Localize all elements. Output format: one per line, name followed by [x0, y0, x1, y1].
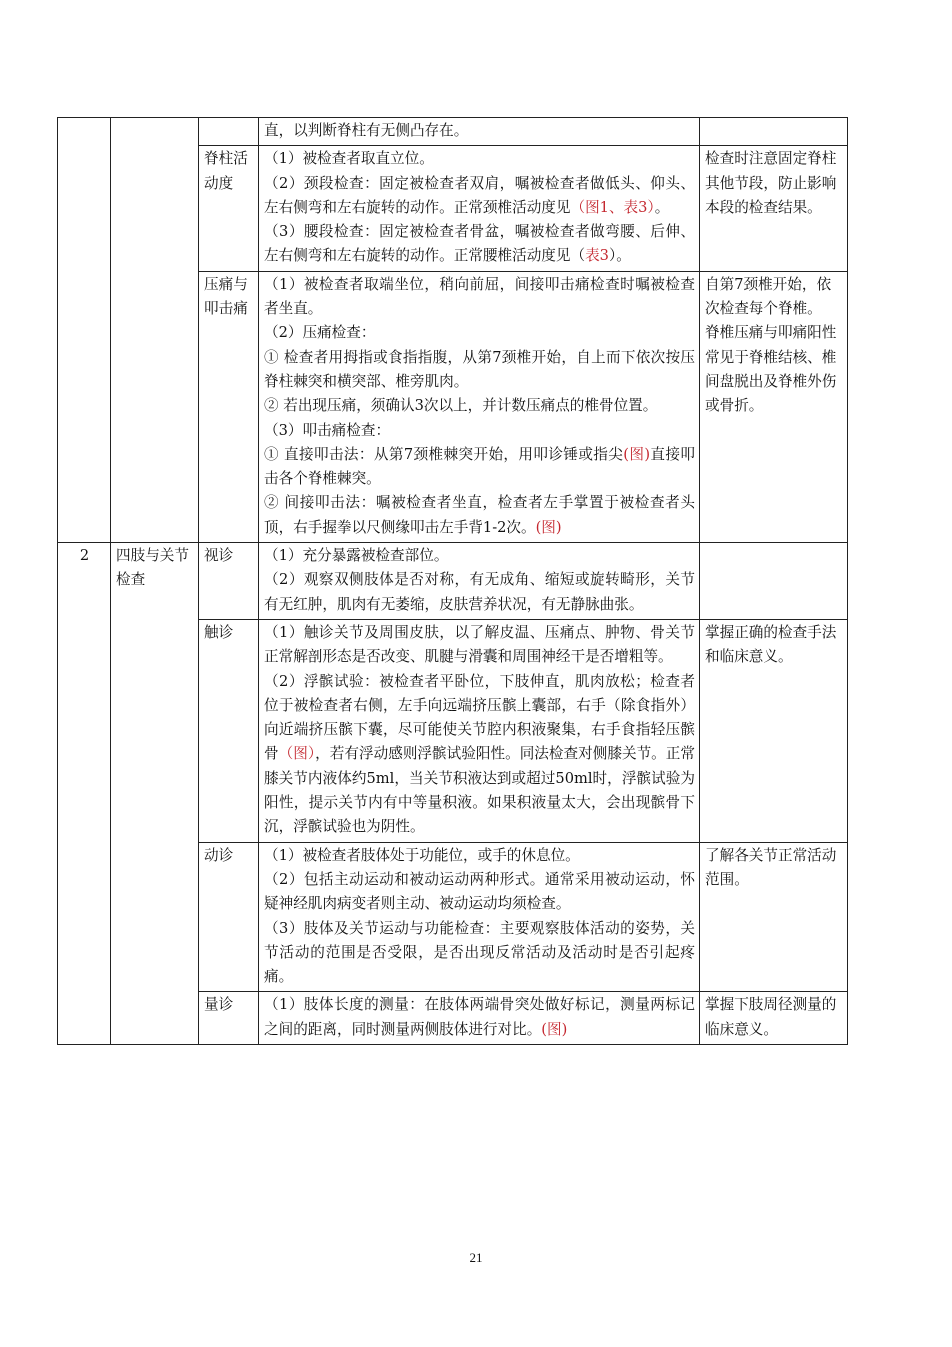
page-number: 21	[469, 1250, 483, 1265]
content-para: （2）包括主动运动和被动运动两种形式。通常采用被动运动，怀疑神经肌肉病变者则主动、被动运动均须检查。	[264, 870, 695, 913]
content-para	[264, 670, 695, 840]
item-cell	[199, 118, 259, 146]
table-row	[58, 543, 848, 620]
content-text: （3）腰段检查：固定被检查者骨盆，嘱被检查者做弯腰、后伸、左右侧弯和左右旋转的动作。正常腰椎活动度见（	[264, 223, 695, 265]
note-cell: 检查时注意固定脊柱其他节段，防止影响本段的检查结果。	[700, 146, 848, 271]
content-text: ）。	[608, 247, 631, 265]
content-text: ① 直接叩击法：从第7颈椎棘突开始，用叩诊锤或指尖	[264, 445, 624, 463]
content-para: ① 检查者用拇指或食指指腹，从第7颈椎开始，自上而下依次按压脊柱棘突和横突部、椎旁肌肉。	[264, 348, 695, 390]
content-para: ② 若出现压痛，须确认3次以上，并计数压痛点的椎骨位置。	[264, 397, 658, 415]
note-cell: 掌握下肢周径测量的临床意义。	[700, 992, 848, 1045]
note-cell	[700, 118, 848, 146]
content-text: ，若有浮动感则浮髌试验阳性。同法检查对侧膝关节。正常膝关节内液体约5ml，当关节积液达到或超过50ml时，浮髌试验为阳性，提示关节内有中等量积液。如果积液量太大，会出现髌骨下沉，浮髌试验也为阴性。	[264, 745, 695, 836]
content-para: （1）触诊关节及周围皮肤，以了解皮温、压痛点、肿物、骨关节正常解剖形态是否改变、肌腱与滑囊和周围神经干是否增粗等。	[264, 623, 695, 666]
content-text: （2）颈段检查：固定被检查者双肩，嘱被检查者做低头、仰头、左右侧弯和左右旋转的动作。正常颈椎活动度见	[264, 174, 695, 216]
category-cell: 四肢与关节检查	[111, 543, 199, 1045]
content-cell	[259, 842, 700, 992]
content-text: 。	[654, 198, 670, 216]
note-cell	[700, 543, 848, 620]
figure-reference[interactable]: (图)	[623, 445, 651, 463]
note-cell: 了解各关节正常活动范围。	[700, 842, 848, 992]
content-para: （3）肢体及关节运动与功能检查：主要观察肢体活动的姿势，关节活动的范围是否受限，是否出现反常活动及活动时是否引起疼痛。	[264, 919, 695, 986]
table-row	[58, 118, 848, 146]
table-reference[interactable]: 表3	[585, 247, 609, 265]
content-para	[264, 993, 695, 1042]
row-number-cell: 2	[58, 543, 111, 1045]
figure-reference[interactable]: （图1、表3）	[570, 198, 655, 216]
content-text: ② 间接叩击法：嘱被检查者坐直，检查者左手掌置于被检查者头顶，右手握拳以尺侧缘叩击左手背1-2次。	[264, 494, 695, 536]
item-cell: 动诊	[199, 842, 259, 992]
note-cell: 自第7颈椎开始，依次检查每个脊椎。 脊椎压痛与叩痛阳性常见于脊椎结核、椎间盘脱出及脊椎外伤或骨折。	[700, 271, 848, 542]
content-cell	[259, 992, 700, 1045]
content-para: （1）被检查者取端坐位，稍向前屈，间接叩击痛检查时嘱被检查者坐直。	[264, 275, 695, 318]
category-cell	[111, 118, 199, 543]
content-cell	[259, 118, 700, 146]
note-cell: 掌握正确的检查手法和临床意义。	[700, 619, 848, 842]
exam-table	[57, 117, 848, 1045]
content-para: （1）被检查者取直立位。	[264, 150, 434, 168]
item-cell: 触诊	[199, 619, 259, 842]
figure-reference[interactable]: (图)	[535, 518, 562, 536]
content-para	[264, 491, 695, 540]
content-text: （2）浮髌试验：被检查者平卧位，下肢伸直，肌肉放松；检查者位于被检查者右侧，左手向远端挤压髌上囊部，右手（除食指外）向近端挤压髌下囊，尽可能使关节腔内积液聚集，右手食指轻压髌骨	[264, 672, 695, 763]
item-cell: 量诊	[199, 992, 259, 1045]
content-cell	[259, 619, 700, 842]
content-para	[264, 443, 695, 492]
row-number-cell	[58, 118, 111, 543]
content-para: （1）被检查者肢体处于功能位，或手的休息位。	[264, 846, 580, 864]
figure-reference[interactable]: （图）	[278, 745, 316, 763]
content-cell	[259, 271, 700, 542]
item-cell: 视诊	[199, 543, 259, 620]
content-para: （1）充分暴露被检查部位。	[264, 547, 449, 565]
content-cell	[259, 543, 700, 620]
figure-reference[interactable]: (图)	[541, 1020, 568, 1038]
content-text: 直接叩击各个脊椎棘突。	[264, 445, 695, 488]
content-cell	[259, 146, 700, 271]
content-para	[264, 172, 695, 221]
content-para: （2）观察双侧肢体是否对称，有无成角、缩短或旋转畸形，关节有无红肿，肌肉有无萎缩，皮肤营养状况，有无静脉曲张。	[264, 571, 695, 613]
content-para: （3）叩击痛检查：	[264, 421, 391, 439]
content-para	[264, 220, 695, 269]
content-para: 直，以判断脊柱有无侧凸存在。	[264, 122, 469, 139]
item-cell: 压痛与叩击痛	[199, 271, 259, 542]
item-cell: 脊柱活动度	[199, 146, 259, 271]
content-para: （2）压痛检查：	[264, 324, 376, 342]
content-text: （1）肢体长度的测量：在肢体两端骨突处做好标记，测量两标记之间的距离，同时测量两侧肢体进行对比。	[264, 996, 695, 1038]
